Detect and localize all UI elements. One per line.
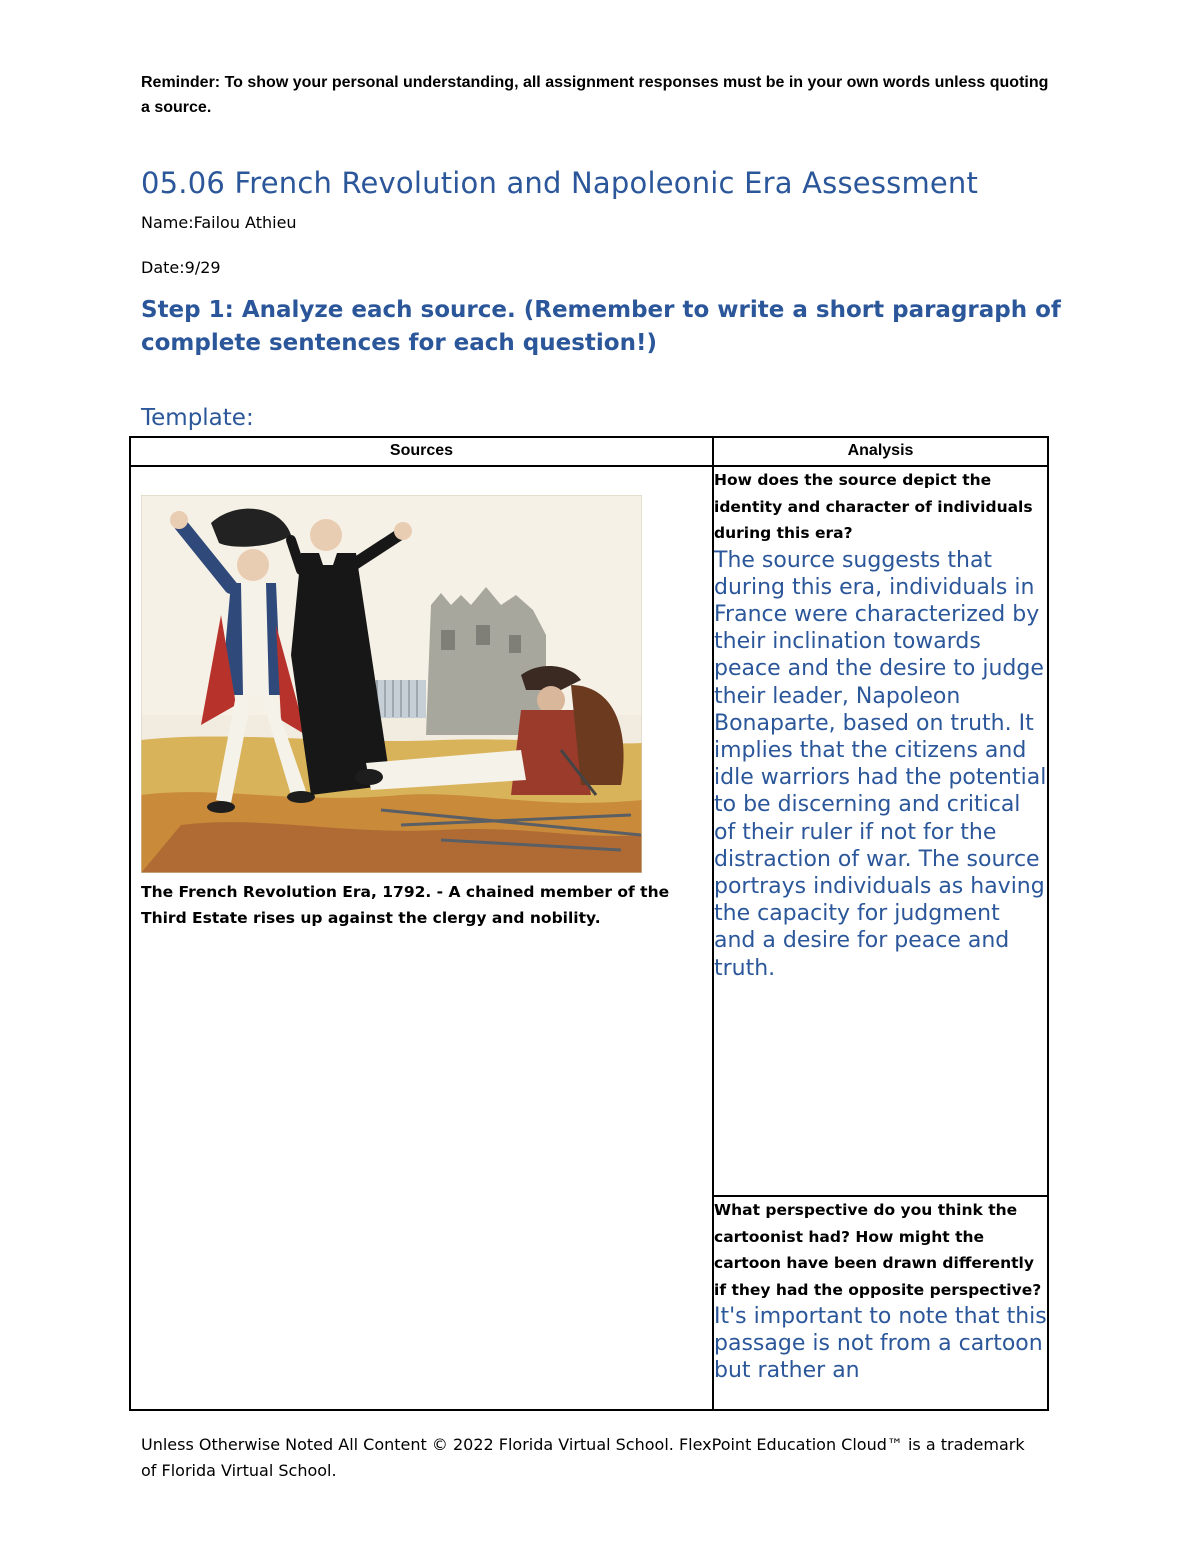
date-value: 9/29 xyxy=(184,258,221,277)
sources-column-header: Sources xyxy=(130,437,713,466)
step-1-heading: Step 1: Analyze each source. (Remember to write a short paragraph of complete sentences for each question!) xyxy=(141,297,1061,356)
source-cell xyxy=(130,466,713,1410)
analysis-table xyxy=(129,436,1049,1411)
name-field xyxy=(141,212,297,234)
answer-2: It's important to note that this passage is not from a cartoon but rather an xyxy=(714,1304,1047,1384)
french-revolution-cartoon-image xyxy=(141,495,642,873)
answer-1: The source suggests that during this era, individuals in France were characterized by their inclination towards peace and the desire to judge their leader, Napoleon Bonaparte, based on truth. It implies that the citizens and idle warriors had the potential to be discerning and critical of their ruler if not for the distraction of war. The source portrays individuals as having the capacity for judgment and a desire for peace and truth. xyxy=(714,547,1047,981)
page-footer: Unless Otherwise Noted All Content © 2022 Florida Virtual School. FlexPoint Education Cloud™ is a trademark of Florida Virtual School. xyxy=(141,1435,1025,1480)
source-caption: The French Revolution Era, 1792. - A chained member of the Third Estate rises up against the clergy and nobility. xyxy=(141,883,670,927)
name-value: Failou Athieu xyxy=(193,213,297,232)
name-label: Name: xyxy=(141,213,194,232)
question-2: What perspective do you think the cartoonist had? How might the cartoon have been drawn differently if they had the opposite perspective? xyxy=(714,1201,1042,1299)
analysis-cell-1 xyxy=(713,466,1048,1196)
date-label: Date: xyxy=(141,258,185,277)
reminder-note: Reminder: To show your personal understanding, all assignment responses must be in your own words unless quoting a source. xyxy=(141,74,1049,116)
template-heading: Template: xyxy=(141,405,254,431)
page-title: 05.06 French Revolution and Napoleonic Era Assessment xyxy=(141,166,979,200)
analysis-column-header: Analysis xyxy=(713,437,1048,466)
date-field xyxy=(141,257,221,279)
analysis-cell-2 xyxy=(713,1196,1048,1410)
question-1: How does the source depict the identity and character of individuals during this era? xyxy=(714,471,1033,542)
